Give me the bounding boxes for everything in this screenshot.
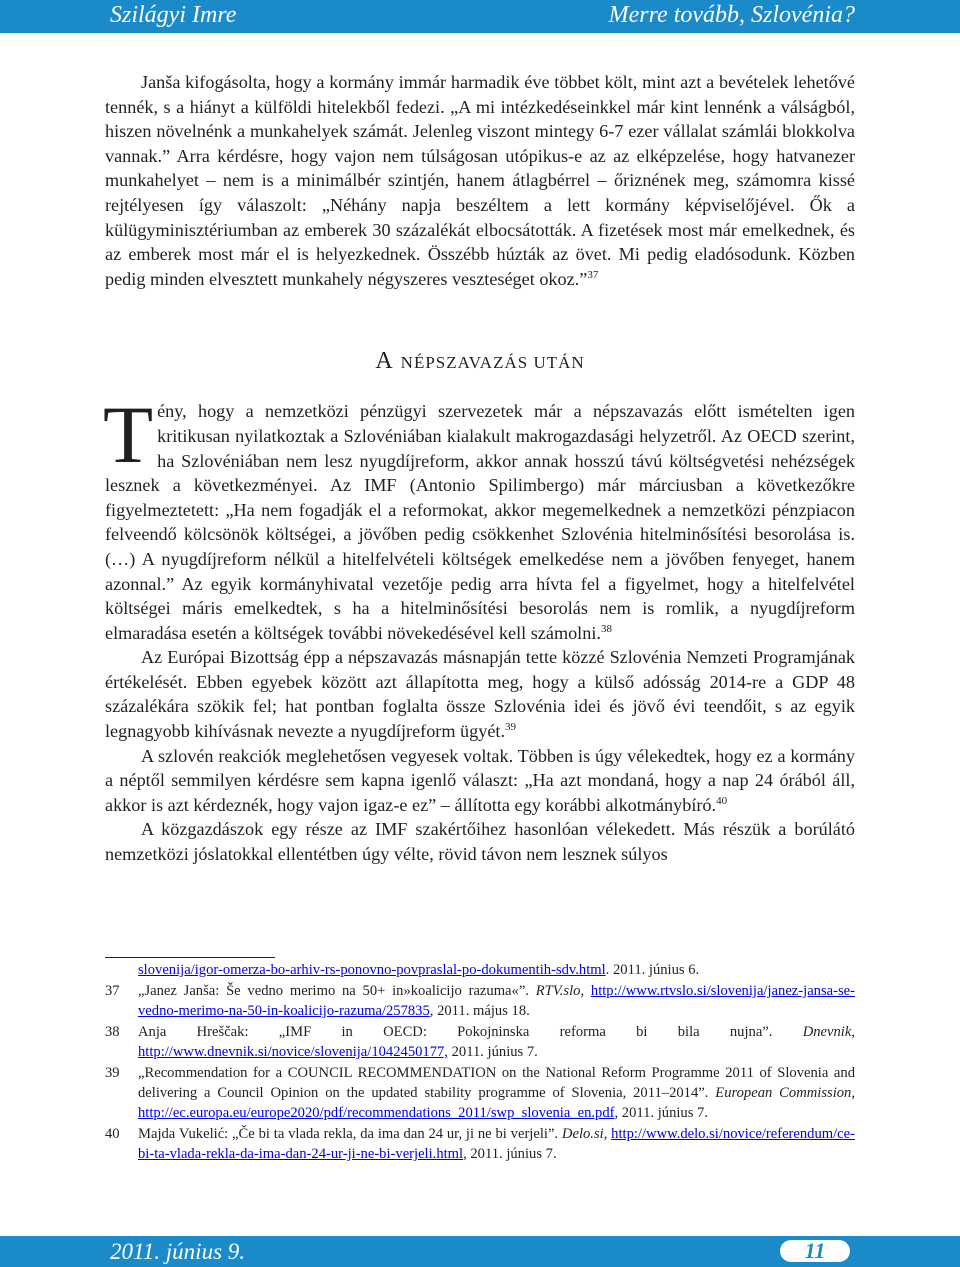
page-number: 11 [804, 1238, 826, 1263]
footnote-37 [105, 981, 855, 1021]
footnote-after: , 2011. május 18. [429, 1003, 530, 1019]
footnote-ref[interactable]: 39 [505, 721, 517, 733]
drop-cap: T [103, 389, 154, 481]
paragraph-text: Janša kifogásolta, hogy a kormány immár harmadik éve többet költ, mint azt a bevételek lehetővé tennék, s a hiányt a külföldi hitelekből fedezi. „A mi intézkedéseinkkel már kint lennénk a válságból, hiszen növelnénk a munkahelyek számát. Jelenleg viszont mintegy 6-7 ezer vállalat számlái blokkolva vannak.” Arra kérdésre, hogy vajon nem túlságosan utópikus-e az az elképzelése, hogy hatvanezer munkahelyet – nem is a minimálbér szintjén, hanem átlagbérrel – őriznének meg, számomra kissé rejtélyesen így válaszolt: „Néhány napja beszéltem a lett kormány képviselőjével. Ők a külügyminisztériumban az emberek 30 százalékát elbocsátották. A fizetések most már emelkednek, és az emberek most már el is helyezkednek. Összébb húzták az övet. Mi pedig eladósodunk. Közben pedig minden elvesztett munkahely négyszeres veszteséget okoz.” [105, 72, 855, 289]
footnote-link[interactable]: http://www.delo.si/novice/referendum/ce-bi-ta-vlada-rekla-da-ima-dan-24-ur-ji-ne-bi-verjeli.html [138, 1126, 855, 1162]
footnote-link[interactable]: http://www.dnevnik.si/novice/slovenija/1042450177, [138, 1044, 448, 1060]
paragraph-text: ény, hogy a nemzetközi pénzügyi szervezetek már a népszavazás előtt ismételten igen kritikusan nyilatkoztak a Szlovéniában kialakult makrogazdasági helyzetről. Az OECD szerint, ha Szlovéniában nem lesz nyugdíjreform, akkor annak hosszú távú költségvetési nehézségek lesznek a következményei. Az IMF (Antonio Spilimbergo) már márciusban a következőkre figyelmeztetett: „Ha nem fogadják el a reformokat, akkor megemelkednek a nemzetközi pénzpiacon felveendő kölcsönök költségei, a jövőben pedig csökkenhet Szlovénia hitelminősítési besorolása is. (…) A nyugdíjreform nélkül a hitelfelvételi költségek emelkedése nem a jövőben fenyeget, hanem azonnal.” Az egyik kormányhivatal vezetője pedig arra hívta fel a figyelmet, hogy a hitelfelvétel költségei máris emelkedtek, s ha a hitelminősítési besorolás nem is romlik, a nyugdíjreform elmaradása esetén a költségek további növekedésével kell számolni. [105, 401, 855, 643]
page-number-badge [780, 1240, 850, 1262]
footnote-link[interactable]: http://ec.europa.eu/europe2020/pdf/recommendations_2011/swp_slovenia_en.pdf [138, 1105, 615, 1121]
footnote-number: 40 [105, 1126, 120, 1142]
footnote-text: „Recommendation for a COUNCIL RECOMMENDATION on the National Reform Programme 2011 of Slovenia and delivering a Council Opinion on the updated stability programme of Slovenia, 2011–2014”. [138, 1065, 855, 1101]
footnote-ref[interactable]: 38 [600, 622, 612, 635]
footnote-number: 38 [105, 1024, 120, 1040]
footnote-sep: , [603, 1126, 612, 1142]
article-body [105, 70, 855, 867]
paragraph-text: Az Európai Bizottság épp a népszavazás másnapján tette közzé Szlovénia Nemzeti Programjának értékelését. Ebben egyebek között azt állapította meg, hogy a külső adósság 2014-re a GDP 48 százalékára szökik fel; hat pontban foglalta össze Szlovénia idei és jövő évi teendőit, s az egyik legnagyobb kihívásnak nevezte a nyugdíjreform ügyét. [105, 647, 855, 742]
issue-date: 2011. június 9. [110, 1239, 246, 1264]
footnote-source: Delo.si [561, 1126, 604, 1142]
heading-first-letter: A [375, 348, 394, 375]
footnote-text: Anja Hreščak: „IMF in OECD: Pokojninska reforma bi bila nujna”. [138, 1024, 803, 1040]
header-title: Merre tovább, Szlovénia? [608, 2, 855, 28]
footnote-ref[interactable]: 40 [716, 794, 728, 807]
footnote-39 [105, 1063, 855, 1123]
footnote-link[interactable]: http://www.rtvslo.si/slovenija/janez-jansa-se-vedno-merimo-na-50-in-koalicijo-razuma/257835 [138, 983, 856, 1019]
footnote-ref[interactable]: 37 [587, 268, 599, 281]
footnote-number: 39 [105, 1065, 120, 1081]
footnote-text: Majda Vukelić: „Če bi ta vlada rekla, da ima dan 24 ur, ji ne bi verjeli”. [138, 1126, 562, 1142]
footnotes [105, 960, 855, 1165]
header-author: Szilágyi Imre [110, 2, 237, 28]
paragraph [105, 744, 855, 818]
paragraph [105, 645, 855, 743]
footnote-separator [105, 957, 275, 958]
paragraph [103, 389, 855, 645]
footnote-source: European Commission [715, 1085, 852, 1101]
footnote-after: . 2011. június 6. [605, 962, 700, 978]
footnote-number: 37 [105, 983, 120, 999]
paragraph-text: A közgazdászok egy része az IMF szakértőihez hasonlóan vélekedett. Más részük a borúlátó nemzetközi jóslatokkal ellentétben úgy vélte, rövid távon nem lesznek súlyos [105, 819, 855, 865]
footnote-source: Dnevnik [802, 1024, 852, 1040]
running-header [0, 0, 960, 33]
running-footer [0, 1236, 960, 1267]
footnote-sep: , [580, 983, 591, 999]
footnote-after: 2011. június 7. [447, 1044, 538, 1060]
paragraph [105, 70, 855, 291]
section-heading [105, 347, 855, 377]
footnote-after: , 2011. június 7. [614, 1105, 708, 1121]
heading-rest: NÉPSZAVAZÁS UTÁN [400, 353, 585, 373]
paragraph-text: A szlovén reakciók meglehetősen vegyesek voltak. Többen is úgy vélekedtek, hogy ez a kormány a néptől semmilyen kérdésre sem kapna igenlő választ: „Ha azt mondaná, hogy a nap 24 órából áll, akkor is azt kérdeznék, hogy vajon igaz-e ez” – állította egy korábbi alkotmánybíró. [105, 745, 855, 815]
footnote-text: „Janez Janša: Še vedno merimo na 50+ in»koalicijo razuma«”. [138, 983, 536, 999]
footnote-sep: , [851, 1024, 855, 1040]
paragraph [105, 817, 855, 866]
footnote-40 [105, 1124, 855, 1164]
footnote-sep: , [851, 1085, 856, 1101]
footnote-link[interactable]: slovenija/igor-omerza-bo-arhiv-rs-ponovno-povpraslal-po-dokumentih-sdv.html [138, 962, 606, 978]
footnote-after: , 2011. június 7. [463, 1146, 557, 1162]
footnote-source: RTV.slo [535, 983, 581, 999]
footnote-38 [105, 1022, 855, 1062]
footnote-continuation [105, 960, 855, 980]
